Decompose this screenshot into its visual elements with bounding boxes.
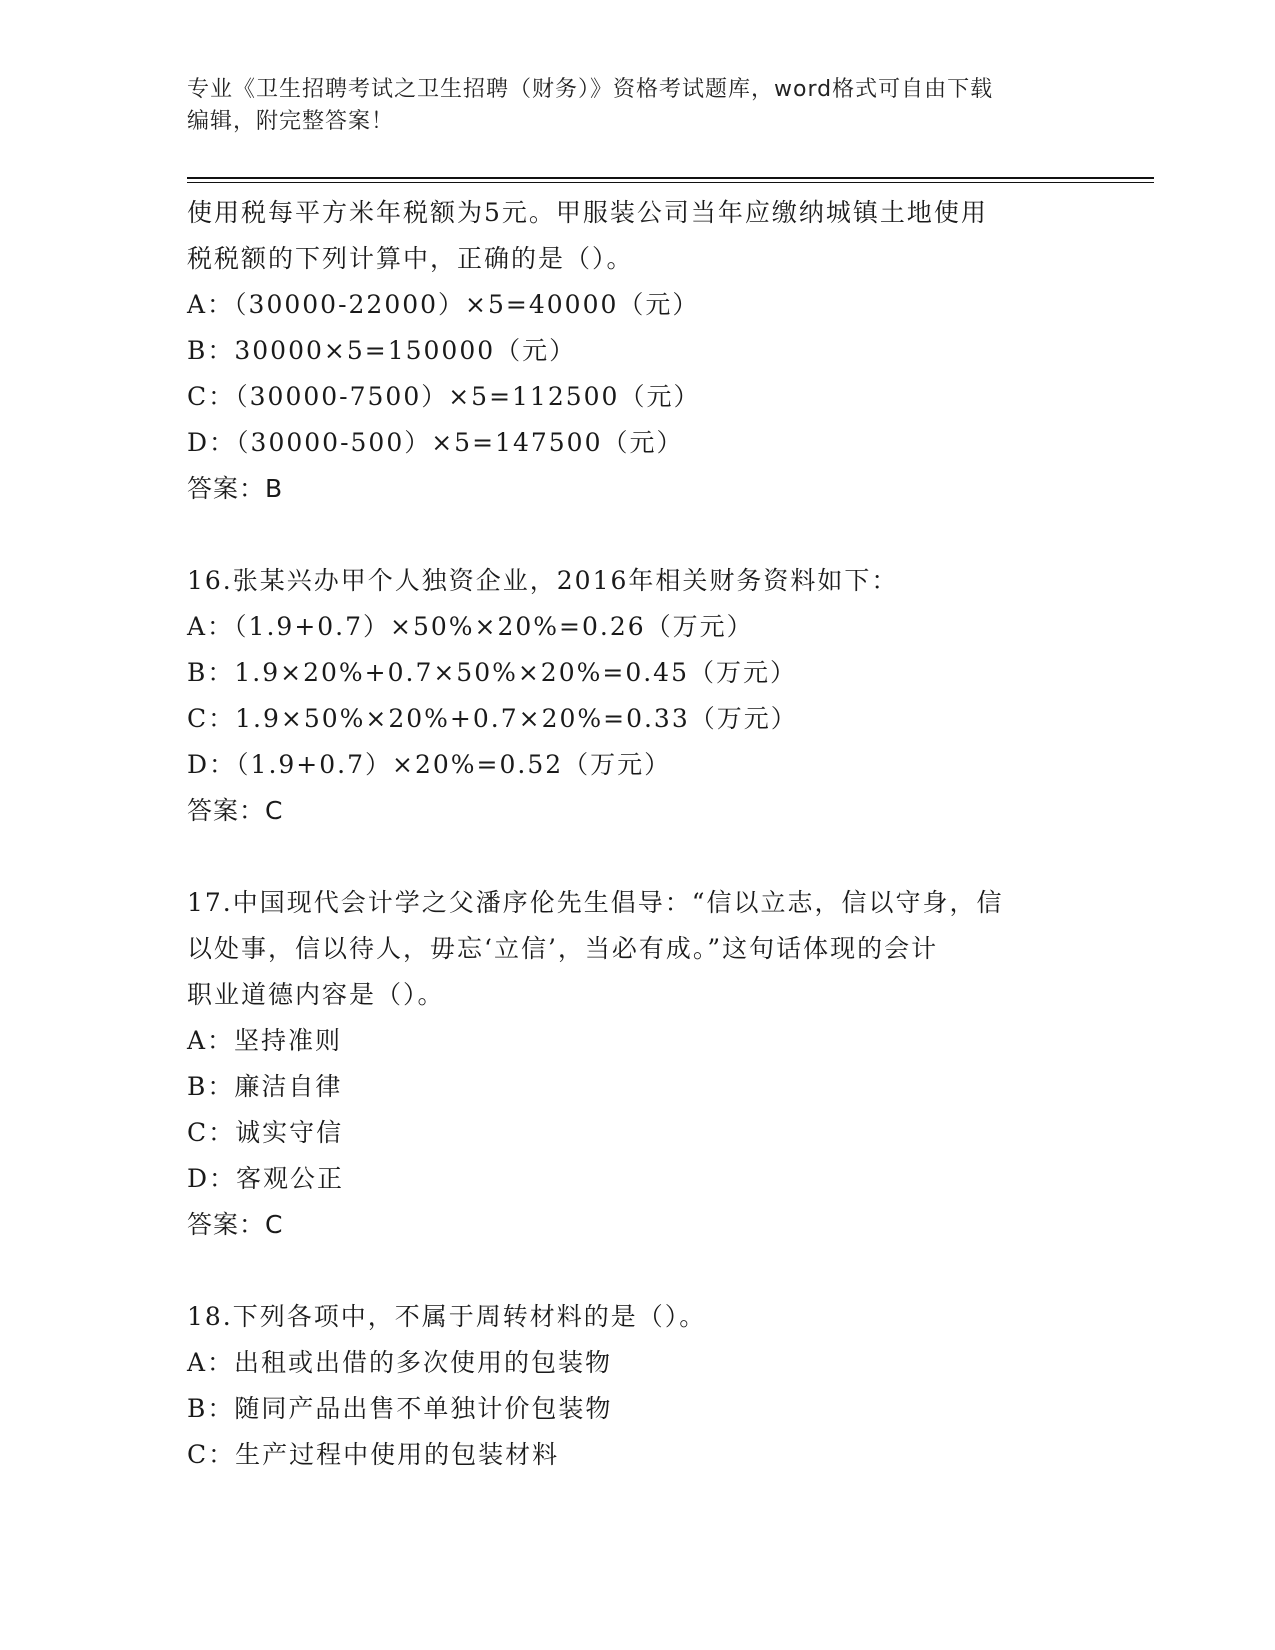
option-b: B：廉洁自律 <box>187 1072 343 1101</box>
option-c: C：诚实守信 <box>187 1118 344 1147</box>
option-a: A：（30000-22000）×5=40000（元） <box>187 290 700 319</box>
option-b: B：随同产品出售不单独计价包装物 <box>187 1394 613 1423</box>
answer-label: 答案：B <box>187 474 284 503</box>
header-line-2: 编辑，附完整答案！ <box>187 109 395 134</box>
option-b: B：30000×5=150000（元） <box>187 336 577 365</box>
option-c: C：1.9×50%×20%+0.7×20%=0.33（万元） <box>187 704 798 733</box>
question-stem: 税税额的下列计算中，正确的是（）。 <box>187 244 634 273</box>
question-17 <box>187 880 1087 1248</box>
question-spacer <box>187 834 1087 880</box>
option-c: C：（30000-7500）×5=112500（元） <box>187 382 701 411</box>
header-rule-thin <box>187 182 1154 183</box>
option-a: A：出租或出借的多次使用的包装物 <box>187 1348 613 1377</box>
question-spacer <box>187 512 1087 558</box>
option-c: C：生产过程中使用的包装材料 <box>187 1440 560 1469</box>
question-15 <box>187 190 1087 512</box>
question-stem: 17.中国现代会计学之父潘序伦先生倡导：“信以立志，信以守身，信 <box>187 888 1004 917</box>
question-stem: 以处事，信以待人，毋忘‘立信’，当必有成。”这句话体现的会计 <box>187 934 939 963</box>
question-stem: 18.下列各项中，不属于周转材料的是（）。 <box>187 1302 707 1331</box>
question-stem: 16.张某兴办甲个人独资企业，2016年相关财务资料如下： <box>187 566 899 595</box>
answer-label: 答案：C <box>187 1210 284 1239</box>
option-b: B：1.9×20%+0.7×50%×20%=0.45（万元） <box>187 658 797 687</box>
question-list <box>187 190 1087 1478</box>
question-18 <box>187 1294 1087 1478</box>
question-stem: 职业道德内容是（）。 <box>187 980 445 1009</box>
question-spacer <box>187 1248 1087 1294</box>
option-d: D：（1.9+0.7）×20%=0.52（万元） <box>187 750 672 779</box>
question-stem: 使用税每平方米年税额为5元。甲服装公司当年应缴纳城镇土地使用 <box>187 198 988 227</box>
option-a: A：（1.9+0.7）×50%×20%=0.26（万元） <box>187 612 754 641</box>
document-header <box>187 74 1087 138</box>
question-16 <box>187 558 1087 834</box>
answer-label: 答案：C <box>187 796 284 825</box>
option-d: D：（30000-500）×5=147500（元） <box>187 428 684 457</box>
header-line-1: 专业《卫生招聘考试之卫生招聘（财务）》资格考试题库，word格式可自由下载 <box>187 77 994 102</box>
option-d: D：客观公正 <box>187 1164 345 1193</box>
option-a: A：坚持准则 <box>187 1026 343 1055</box>
header-rule-thick <box>187 177 1154 179</box>
